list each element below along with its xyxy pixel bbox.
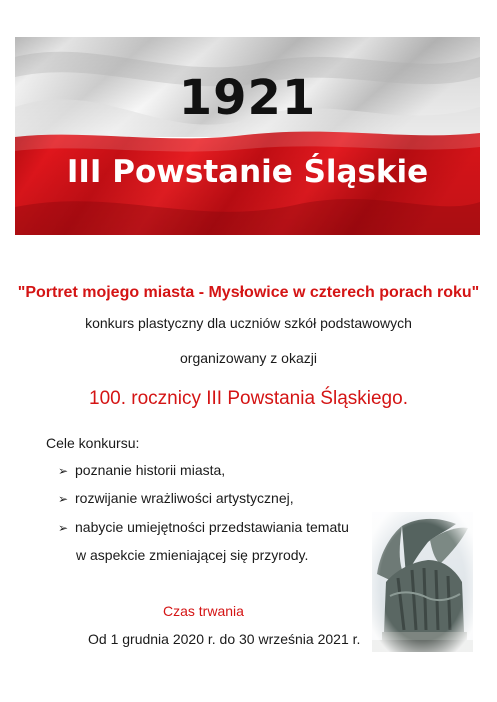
goals-heading: Cele konkursu:	[46, 435, 140, 451]
goal-text: rozwijanie wrażliwości artystycznej,	[75, 490, 294, 506]
arrow-bullet-icon: ➢	[58, 492, 69, 506]
duration-dates: Od 1 grudnia 2020 r. do 30 września 2021 r.	[88, 631, 361, 647]
contest-title: "Portret mojego miasta - Mysłowice w czterech porach roku"	[17, 284, 480, 301]
polish-flag-image	[15, 37, 480, 235]
goal-item	[58, 490, 294, 506]
arrow-bullet-icon: ➢	[58, 521, 69, 535]
goal-item	[58, 462, 225, 478]
goal-item	[58, 519, 349, 535]
goal-text: nabycie umiejętności przedstawiania tematu	[75, 519, 349, 535]
banner-year: 1921	[178, 70, 317, 126]
silesian-insurgents-monument-image	[372, 512, 473, 652]
contest-subtitle: konkurs plastyczny dla uczniów szkół podstawowych	[85, 315, 412, 331]
flag-banner	[15, 37, 480, 235]
goal-text: poznanie historii miasta,	[75, 462, 226, 478]
monument-photo	[372, 512, 473, 652]
duration-label: Czas trwania	[163, 603, 244, 619]
banner-title: III Powstanie Śląskie	[66, 154, 429, 190]
arrow-bullet-icon: ➢	[58, 464, 69, 478]
goal-continuation: w aspekcie zmieniającej się przyrody.	[76, 547, 309, 563]
anniversary-text: 100. rocznicy III Powstania Śląskiego.	[89, 388, 408, 409]
contest-occasion: organizowany z okazji	[180, 350, 317, 366]
